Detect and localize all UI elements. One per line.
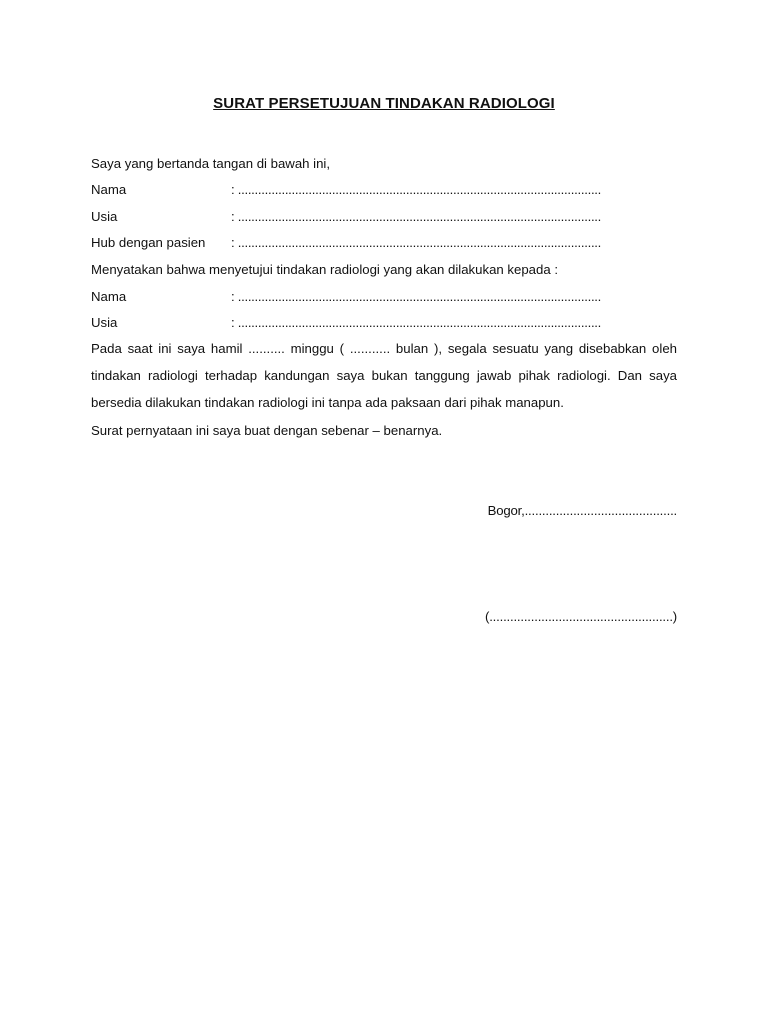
signer-relation-blank: : ............................................................................................................: [231, 235, 602, 250]
patient-name-label: Nama: [91, 289, 127, 304]
signer-name-blank: : ............................................................................................................: [231, 182, 602, 197]
patient-name-blank: : ............................................................................................................: [231, 289, 602, 304]
document-title: SURAT PERSETUJUAN TINDAKAN RADIOLOGI: [213, 95, 555, 112]
statement-text: Menyatakan bahwa menyetujui tindakan radiologi yang akan dilakukan kepada :: [91, 262, 559, 277]
intro-text: Saya yang bertanda tangan di bawah ini,: [91, 156, 331, 171]
signature-line: (.....................................................): [485, 609, 677, 624]
signer-name-label: Nama: [91, 182, 127, 197]
place-date-line: Bogor,............................................: [487, 503, 677, 518]
signer-age-blank: : ............................................................................................................: [231, 209, 602, 224]
closing-text: Surat pernyataan ini saya buat dengan sebenar – benarnya.: [91, 423, 443, 438]
signer-age-label: Usia: [91, 209, 118, 224]
patient-age-blank: : ............................................................................................................: [231, 315, 602, 330]
signer-relation-label: Hub dengan pasien: [91, 235, 206, 250]
patient-age-label: Usia: [91, 315, 118, 330]
pregnancy-paragraph: Pada saat ini saya hamil .......... minggu ( ........... bulan ), segala sesuatu yang disebabkan oleh tindakan radiologi terhadap kandungan saya bukan tanggung jawab pihak radiologi. Dan saya bersedia dilakukan tindakan radiologi ini tanpa ada paksaan dari pihak manapun.: [91, 341, 677, 410]
